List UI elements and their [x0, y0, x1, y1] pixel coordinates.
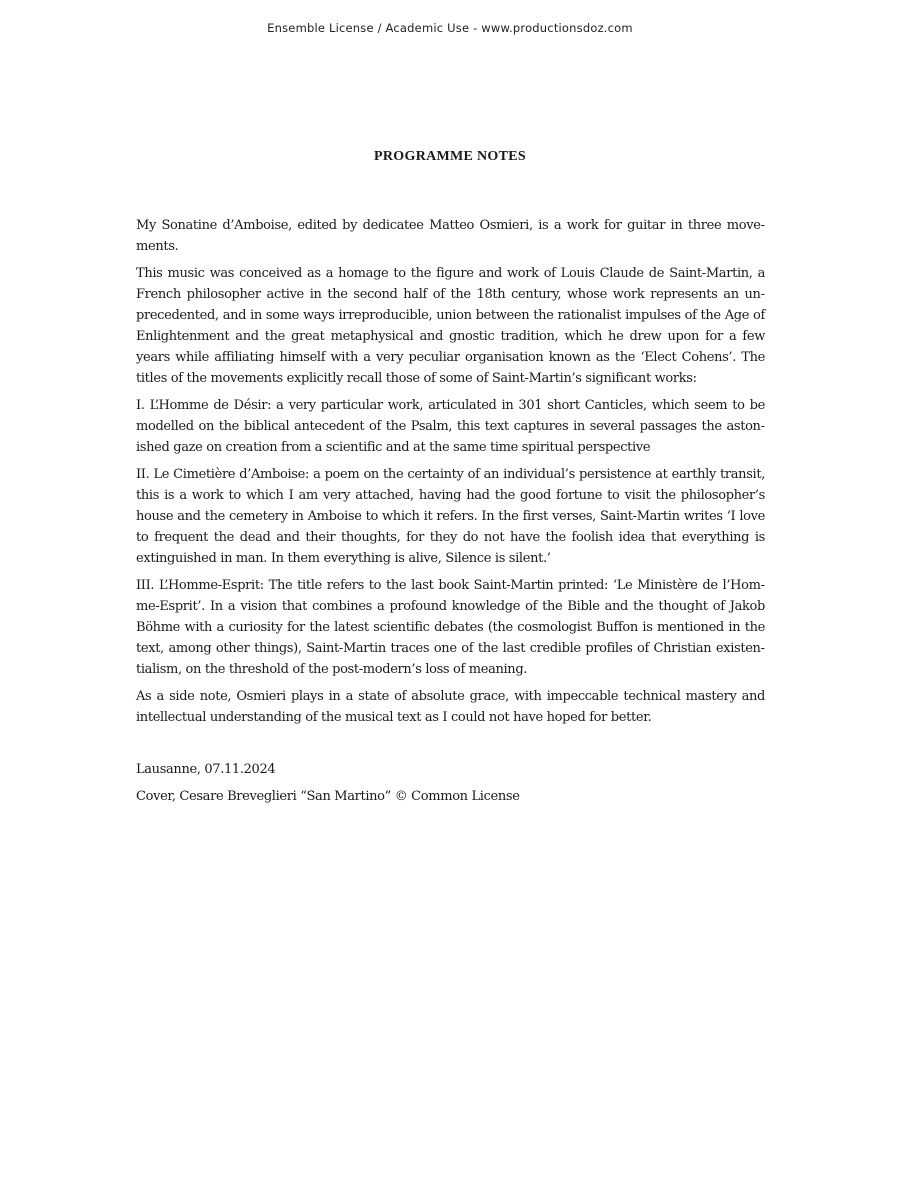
paragraph-side-note: As a side note, Osmieri plays in a state of absolute grace, with impeccable technical mastery and intellectual understanding of the musical text as I could not have hoped for better. [136, 689, 765, 725]
paragraph-movement-2: II. Le Cimetière d’Amboise: a poem on the certainty of an individual’s persistence at earthly transit, this is a work to which I am very attached, having had the good fortune to visit the philosopher’s house and the cemetery in Amboise to which it refers. In the first verses, Saint-Martin writes ‘I love to frequent the dead and their thoughts, for they do not have the foolish idea that everything is extinguished in man. In them everything is alive, Silence is silent.’ [136, 467, 765, 566]
paragraph-movement-3: III. L’Homme-Esprit: The title refers to the last book Saint-Martin printed: ‘Le Ministère de l’Homme-Esprit’. In a vision that combines a profound knowledge of the Bible and the thought of Jakob Böhme with a curiosity for the latest scientific debates (the cosmologist Buffon is mentioned in the text, among other things), Saint-Martin traces one of the last credible profiles of Christian existentialism, on the threshold of the post-modern’s loss of meaning. [136, 578, 765, 677]
notes-footer [136, 759, 765, 813]
paragraph-intro: My Sonatine d’Amboise, edited by dedicatee Matteo Osmieri, is a work for guitar in three movements. [136, 218, 765, 254]
place-date: Lausanne, 07.11.2024 [136, 762, 276, 777]
paragraph-homage: This music was conceived as a homage to the figure and work of Louis Claude de Saint-Martin, a French philosopher active in the second half of the 18th century, whose work represents an unprecedented, and in some ways irreproducible, union between the rationalist impulses of the Age of Enlightenment and the great metaphysical and gnostic tradition, which he drew upon for a few years while affiliating himself with a very peculiar organisation known as the ‘Elect Cohens’. The titles of the movements explicitly recall those of some of Saint-Martin’s significant works: [136, 266, 765, 386]
license-header: Ensemble License / Academic Use - www.productionsdoz.com [267, 21, 633, 35]
programme-notes-body [136, 215, 765, 734]
paragraph-movement-1: I. L’Homme de Désir: a very particular work, articulated in 301 short Canticles, which seem to be modelled on the biblical antecedent of the Psalm, this text captures in several passages the astonished gaze on creation from a scientific and at the same time spiritual perspective [136, 398, 765, 455]
cover-credit: Cover, Cesare Breveglieri “San Martino” © Common License [136, 789, 520, 804]
page-title: PROGRAMME NOTES [374, 149, 526, 164]
